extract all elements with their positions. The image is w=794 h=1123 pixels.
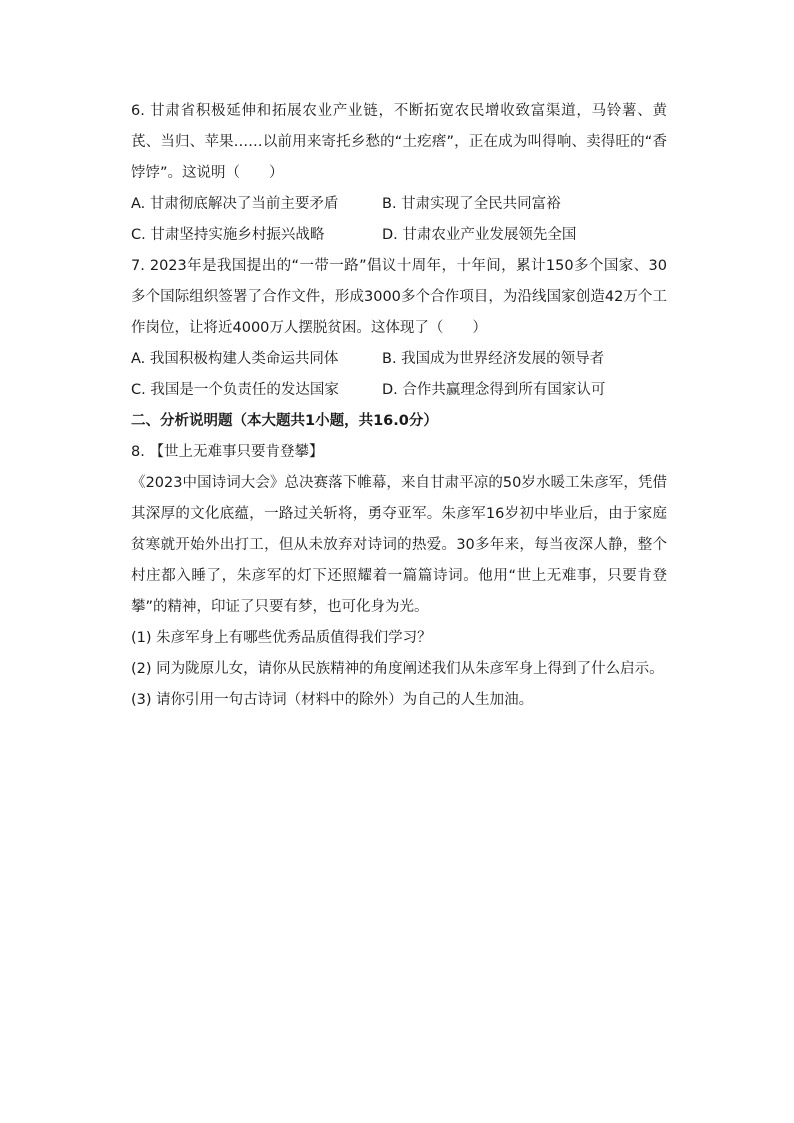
question-6-option-a[interactable]: A. 甘肃彻底解决了当前主要矛盾	[131, 196, 339, 212]
page-content	[131, 96, 667, 716]
question-6-options-row-2	[131, 220, 667, 251]
question-7-option-c[interactable]: C. 我国是一个负责任的发达国家	[131, 382, 339, 398]
question-8-sub-3: (3) 请你引用一句古诗词（材料中的除外）为自己的人生加油。	[131, 692, 534, 708]
question-7-options-row-1	[131, 344, 667, 375]
question-6	[131, 96, 667, 251]
question-6-stem: 6. 甘肃省积极延伸和拓展农业产业链，不断拓宽农民增收致富渠道，马铃薯、黄芪、当归、苹果……以前用来寄托乡愁的“土疙瘩”，正在成为叫得响、卖得旺的“香饽饽”。这说明（ ）	[131, 103, 667, 181]
question-8-sub-2: (2) 同为陇原儿女，请你从民族精神的角度阐述我们从朱彦军身上得到了什么启示。	[131, 661, 664, 677]
question-7-option-b[interactable]: B. 我国成为世界经济发展的领导者	[382, 351, 605, 367]
question-8-heading: 8. 【世上无难事只要肯登攀】	[131, 444, 324, 460]
question-6-option-b[interactable]: B. 甘肃实现了全民共同富裕	[382, 196, 561, 212]
question-6-options-row-1	[131, 189, 667, 220]
section-2-title: 二、分析说明题（本大题共1小题，共16.0分）	[131, 413, 438, 429]
question-8-material: 《2023中国诗词大会》总决赛落下帷幕，来自甘肃平凉的50岁水暖工朱彦军，凭借其深厚的文化底蕴，一路过关斩将，勇夺亚军。朱彦军16岁初中毕业后，由于家庭贫寒就开始外出打工，但从未放弃对诗词的热爱。30多年来，每当夜深人静，整个村庄都入睡了，朱彦军的灯下还照耀着一篇篇诗词。他用“世上无难事，只要肯登攀”的精神，印证了只要有梦，也可化身为光。	[131, 475, 667, 615]
question-7-option-a[interactable]: A. 我国积极构建人类命运共同体	[131, 351, 339, 367]
question-8	[131, 437, 667, 716]
question-7-option-d[interactable]: D. 合作共赢理念得到所有国家认可	[382, 382, 606, 398]
question-8-sub-1: (1) 朱彦军身上有哪些优秀品质值得我们学习？	[131, 630, 432, 646]
question-6-option-c[interactable]: C. 甘肃坚持实施乡村振兴战略	[131, 227, 325, 243]
question-7	[131, 251, 667, 406]
question-6-option-d[interactable]: D. 甘肃农业产业发展领先全国	[382, 227, 577, 243]
question-7-options-row-2	[131, 375, 667, 406]
question-7-stem: 7. 2023年是我国提出的“一带一路”倡议十周年，十年间，累计150多个国家、30多个国际组织签署了合作文件，形成3000多个合作项目，为沿线国家创造42万个工作岗位，让将近4000万人摆脱贫困。这体现了（ ）	[131, 258, 667, 336]
